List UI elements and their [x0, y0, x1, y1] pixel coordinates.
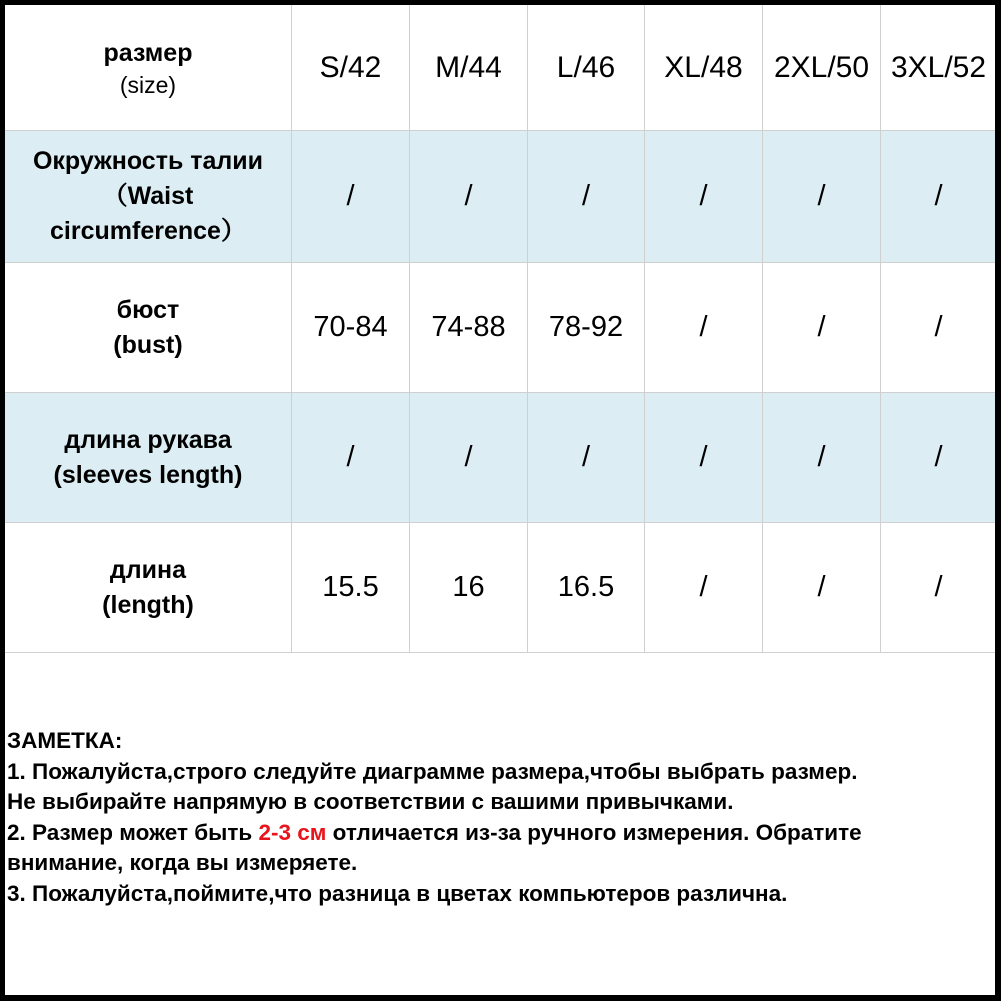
row-label-line: Окружность талии [32, 147, 264, 175]
value-cell: 16 [452, 571, 485, 603]
notes-text: 2. Размер может быть [7, 819, 259, 845]
size-header-l: L/46 [556, 50, 616, 84]
row-label-line: (sleeves length) [53, 460, 243, 489]
notes-line: Не выбирайте напрямую в соответствии с вашими привычками. [7, 789, 734, 814]
size-header-m: M/44 [435, 50, 502, 84]
notes-accent: 2-3 см [258, 819, 327, 845]
value-cell: / [699, 311, 708, 343]
value-cell: / [934, 571, 943, 603]
value-cell: / [817, 311, 826, 343]
row-label-line: бюст [116, 295, 180, 324]
row-label-line: circumference） [50, 217, 246, 245]
value-cell: / [464, 441, 473, 473]
value-cell: / [346, 180, 355, 212]
row-label-line: длина рукава [64, 425, 232, 454]
notes-line: 3. Пожалуйста,поймите,что разница в цветах компьютеров различна. [7, 880, 788, 906]
size-header-s: S/42 [319, 50, 382, 84]
value-cell: 70-84 [313, 311, 388, 343]
value-cell: / [699, 441, 708, 473]
value-cell: / [699, 180, 708, 212]
value-cell: / [934, 441, 943, 473]
notes-title: ЗАМЕТКА: [7, 728, 123, 753]
notes-line: 1. Пожалуйста,строго следуйте диаграмме размера,чтобы выбрать размер. [7, 758, 858, 784]
value-cell: / [464, 180, 473, 212]
value-cell: / [817, 441, 826, 473]
size-header-xl: XL/48 [664, 50, 743, 84]
value-cell: / [581, 180, 591, 212]
value-cell: / [817, 571, 826, 603]
header-size-label: размер [103, 39, 193, 67]
row-label-line: длина [109, 555, 187, 584]
value-cell: / [934, 311, 943, 343]
header-size-label-sub: (size) [119, 72, 177, 98]
row-label-line: (bust) [113, 330, 183, 359]
value-cell: / [346, 441, 355, 473]
value-cell: 78-92 [548, 311, 624, 343]
value-cell: 74-88 [431, 311, 506, 343]
value-cell: / [699, 571, 708, 603]
row-label-line: （Waist [102, 182, 194, 210]
row-label-line: (length) [102, 590, 194, 619]
value-cell: 16.5 [557, 571, 615, 603]
value-cell: / [581, 441, 591, 473]
size-header-2xl: 2XL/50 [773, 50, 870, 84]
size-header-3xl: 3XL/52 [890, 50, 987, 84]
notes-line: внимание, когда вы измеряете. [7, 850, 358, 875]
value-cell: 15.5 [322, 571, 379, 603]
value-cell: / [817, 180, 826, 212]
value-cell: / [934, 180, 943, 212]
notes-text: отличается из-за ручного измерения. Обратите [326, 819, 862, 845]
